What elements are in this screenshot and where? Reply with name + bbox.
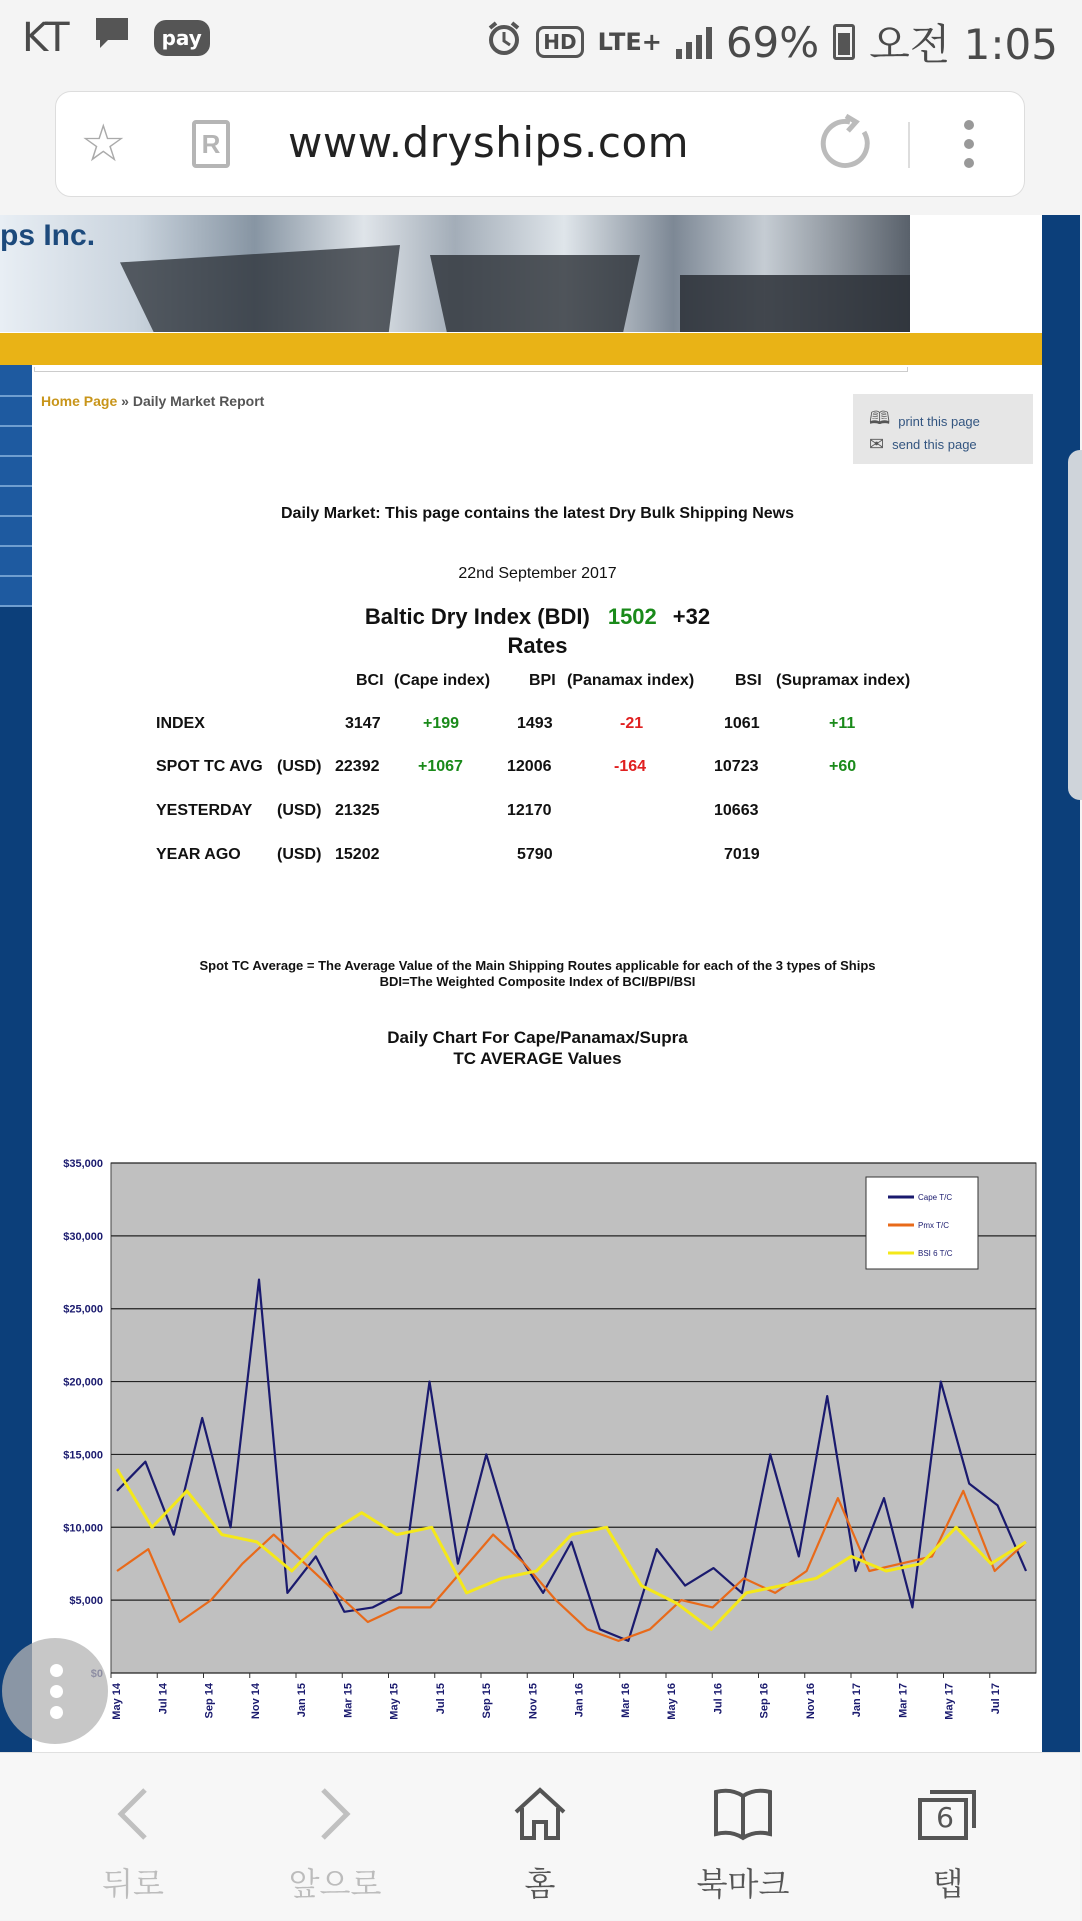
print-icon: 🕮 xyxy=(869,408,891,428)
x-tick-label: Nov 16 xyxy=(804,1683,817,1720)
header-bsi: BSI xyxy=(735,672,762,689)
cell-bsi: 10723 xyxy=(714,758,759,775)
web-content xyxy=(0,215,1080,1752)
x-tick-label: Sep 14 xyxy=(203,1683,216,1719)
message-icon xyxy=(92,14,132,62)
battery-icon xyxy=(833,24,855,60)
cell-bsi: 1061 xyxy=(724,715,760,732)
cell-bpi: 12006 xyxy=(507,758,552,775)
row-unit: (USD) xyxy=(277,802,322,819)
banner-title: ps Inc. xyxy=(0,219,96,252)
back-chevron-icon xyxy=(33,1781,233,1847)
note-line-2: BDI=The Weighted Composite Index of BCI/BPI/BSI xyxy=(379,974,696,989)
cell-bci-change: +199 xyxy=(423,715,460,732)
y-tick-label: $30,000 xyxy=(63,1230,103,1243)
favorite-star-icon[interactable]: ☆ xyxy=(80,115,127,173)
cell-bci: 22392 xyxy=(335,758,380,775)
back-button[interactable] xyxy=(33,1753,233,1921)
home-icon xyxy=(440,1781,640,1847)
cell-bpi-change: -164 xyxy=(614,758,647,775)
x-tick-label: Jul 17 xyxy=(989,1683,1002,1715)
home-button[interactable] xyxy=(440,1753,640,1921)
legend-label: Pmx T/C xyxy=(918,1221,949,1230)
signal-icon xyxy=(676,25,712,59)
y-tick-label: $20,000 xyxy=(63,1376,103,1389)
header-bpi: BPI xyxy=(529,672,556,689)
gold-nav-bar xyxy=(0,333,1042,365)
breadcrumb-current: Daily Market Report xyxy=(132,393,265,409)
reload-icon[interactable] xyxy=(820,116,876,177)
cell-bci-change: +1067 xyxy=(418,758,463,775)
url-text[interactable]: www.dryships.com xyxy=(288,118,690,167)
x-tick-label: Sep 15 xyxy=(481,1683,493,1719)
carrier-label: KT xyxy=(22,15,70,61)
x-tick-label: Mar 15 xyxy=(342,1683,355,1718)
x-tick-label: Jul 15 xyxy=(434,1683,447,1715)
header-bci: BCI xyxy=(356,672,384,689)
cell-bpi: 12170 xyxy=(507,802,552,819)
legend-label: BSI 6 T/C xyxy=(918,1249,953,1258)
chart-title-line-1: Daily Chart For Cape/Panamax/Supra xyxy=(387,1028,688,1047)
row-label: INDEX xyxy=(156,715,205,732)
quick-menu-button[interactable] xyxy=(2,1638,108,1744)
x-tick-label: Jan 17 xyxy=(851,1683,863,1718)
address-bar[interactable] xyxy=(55,91,1025,197)
address-divider xyxy=(908,122,910,168)
x-tick-label: Sep 16 xyxy=(758,1683,771,1719)
more-menu-icon[interactable] xyxy=(964,120,976,177)
row-label: YEAR AGO xyxy=(156,846,241,863)
x-tick-label: Jul 16 xyxy=(712,1683,725,1715)
bdi-label: Baltic Dry Index (BDI) xyxy=(364,604,590,629)
x-tick-label: May 16 xyxy=(666,1683,678,1720)
chart-title xyxy=(0,1027,1075,1069)
banner-image xyxy=(0,215,910,332)
header-bci-name: (Cape index) xyxy=(394,672,491,689)
row-label: YESTERDAY xyxy=(156,802,253,819)
bookmark-book-icon xyxy=(643,1781,843,1847)
row-label: SPOT TC AVG xyxy=(156,758,263,775)
y-tick-label: $35,000 xyxy=(63,1158,103,1170)
bookmarks-button[interactable] xyxy=(643,1753,843,1921)
daily-market-title: Daily Market: This page contains the latest Dry Bulk Shipping News xyxy=(281,505,794,522)
content-divider xyxy=(34,367,908,372)
spot-tc-note xyxy=(0,958,1075,990)
send-icon: ✉ xyxy=(869,434,885,454)
send-page-label: send this page xyxy=(892,437,977,452)
bdi-heading xyxy=(0,604,1075,630)
x-tick-label: Jan 16 xyxy=(573,1683,586,1718)
cell-bpi: 5790 xyxy=(517,846,553,863)
y-tick-label: $10,000 xyxy=(63,1522,103,1535)
tc-average-chart xyxy=(40,1155,1040,1720)
breadcrumb xyxy=(41,393,264,409)
print-page-label: print this page xyxy=(898,413,980,429)
x-tick-label: Jul 14 xyxy=(157,1683,170,1715)
bookmarks-label: 북마크 xyxy=(696,1865,790,1903)
cell-bci: 3147 xyxy=(345,715,381,732)
pay-badge: pay xyxy=(154,20,210,56)
x-tick-label: Jan 15 xyxy=(296,1683,308,1718)
header-bpi-name: (Panamax index) xyxy=(567,672,695,689)
report-date: 22nd September 2017 xyxy=(458,565,617,582)
page-tools-box xyxy=(853,394,1033,464)
x-tick-label: Mar 17 xyxy=(897,1683,910,1718)
cell-bsi: 10663 xyxy=(714,802,759,819)
rates-heading: Rates xyxy=(507,633,568,658)
bdi-value: 1502 xyxy=(607,604,657,629)
x-tick-label: May 15 xyxy=(388,1683,401,1720)
cell-bsi-change: +60 xyxy=(829,758,857,775)
print-page-link[interactable] xyxy=(869,406,980,436)
hd-badge: HD xyxy=(536,26,583,58)
battery-percent: 69% xyxy=(725,17,820,67)
forward-chevron-icon xyxy=(235,1781,435,1847)
reader-mode-icon[interactable]: R xyxy=(192,120,230,168)
cell-bpi-change: -21 xyxy=(620,715,644,732)
bdi-change: +32 xyxy=(672,604,711,629)
y-tick-label: $25,000 xyxy=(63,1303,103,1316)
home-label: 홈 xyxy=(524,1865,556,1903)
forward-button[interactable] xyxy=(235,1753,435,1921)
cell-bsi-change: +11 xyxy=(829,715,856,732)
note-line-1: Spot TC Average = The Average Value of the Main Shipping Routes applicable for each of the 3 types of Ships xyxy=(199,958,876,973)
row-unit: (USD) xyxy=(277,758,322,775)
browser-bottom-nav xyxy=(0,1752,1080,1920)
tabs-label: 탭 xyxy=(932,1865,964,1903)
clock: 오전 1:05 xyxy=(869,20,1058,69)
y-tick-label: $5,000 xyxy=(69,1595,103,1608)
cell-bsi: 7019 xyxy=(724,846,760,863)
x-tick-label: May 14 xyxy=(111,1683,123,1720)
back-label: 뒤로 xyxy=(102,1865,164,1903)
tab-count-badge: 6 xyxy=(936,1801,954,1834)
header-bsi-name: (Supramax index) xyxy=(776,672,911,689)
x-tick-label: May 17 xyxy=(943,1683,956,1720)
x-tick-label: Mar 16 xyxy=(619,1683,632,1718)
forward-label: 앞으로 xyxy=(288,1865,382,1903)
legend-label: Cape T/C xyxy=(918,1193,953,1202)
cell-bci: 21325 xyxy=(335,802,380,819)
chart-title-line-2: TC AVERAGE Values xyxy=(453,1049,622,1068)
send-page-link[interactable] xyxy=(869,434,977,455)
cell-bpi: 1493 xyxy=(517,715,553,732)
tabs-button[interactable] xyxy=(848,1753,1048,1921)
x-tick-label: Nov 14 xyxy=(249,1683,262,1720)
alarm-icon xyxy=(486,18,522,67)
status-bar xyxy=(0,0,1080,76)
breadcrumb-separator: » xyxy=(117,393,133,409)
row-unit: (USD) xyxy=(277,846,322,863)
x-tick-label: Nov 15 xyxy=(527,1683,540,1720)
network-label: LTE+ xyxy=(597,28,662,56)
cell-bci: 15202 xyxy=(335,846,380,863)
breadcrumb-home-link[interactable]: Home Page xyxy=(41,393,118,409)
y-tick-label: $15,000 xyxy=(63,1449,103,1462)
